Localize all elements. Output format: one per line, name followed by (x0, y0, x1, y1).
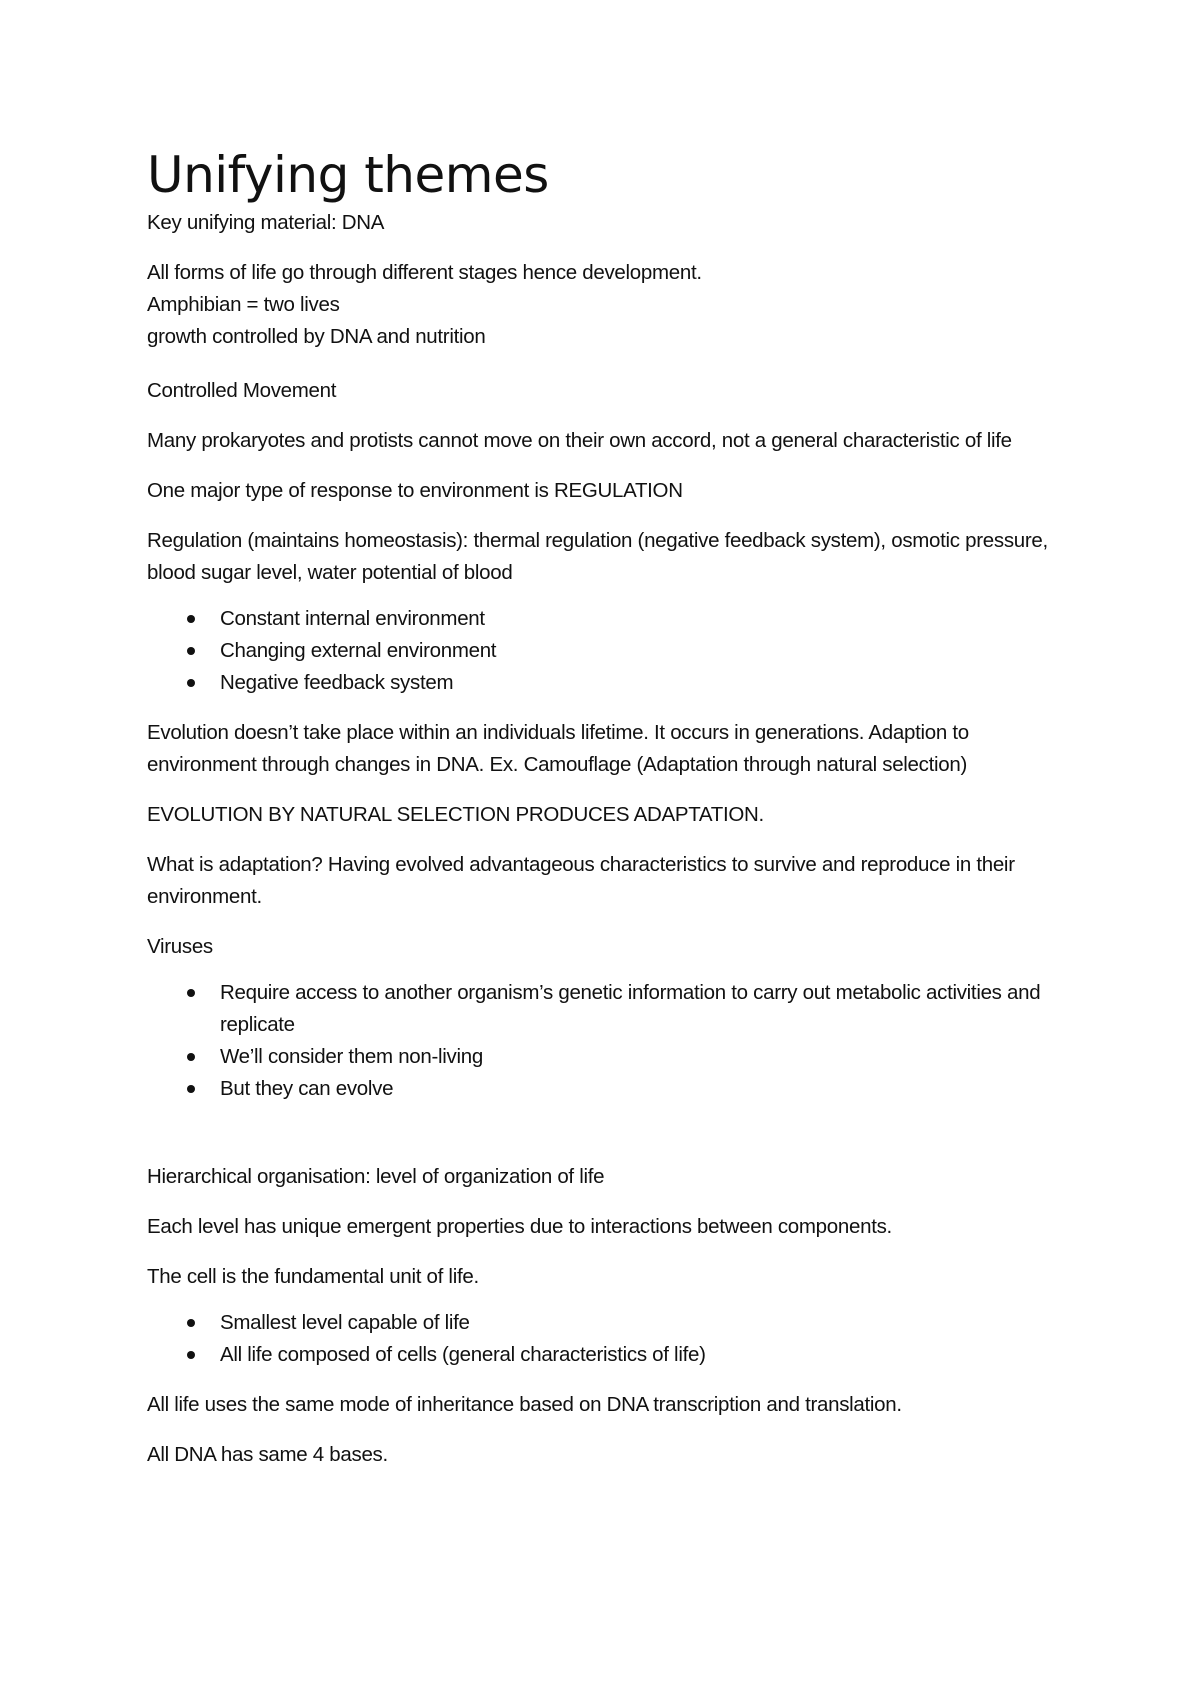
list-item-text: Negative feedback system (220, 671, 454, 694)
paragraph-hierarchical-organisation: Hierarchical organisation: level of organization of life (147, 1165, 605, 1188)
bullet-icon (187, 1085, 195, 1093)
development-line: All forms of life go through different stages hence development. (147, 261, 702, 284)
list-item-text: Constant internal environment (220, 607, 485, 630)
bullet-icon (187, 615, 195, 623)
bullet-icon (187, 1319, 195, 1327)
list-item (147, 1307, 1077, 1339)
list-item (147, 603, 1077, 635)
list-item-text: We’ll consider them non-living (220, 1045, 483, 1068)
list-item (147, 1339, 1077, 1371)
list-item-text: All life composed of cells (general characteristics of life) (220, 1343, 706, 1366)
bullet-icon (187, 989, 195, 997)
paragraph-regulation: Regulation (maintains homeostasis): thermal regulation (negative feedback system), osmotic pressure, blood sugar level, water potential of blood (147, 529, 1048, 584)
list-item (147, 977, 1077, 1041)
growth-line: growth controlled by DNA and nutrition (147, 325, 486, 348)
amphibian-line: Amphibian = two lives (147, 293, 340, 316)
paragraph-cell-unit: The cell is the fundamental unit of life. (147, 1265, 479, 1288)
list-item-text: Changing external environment (220, 639, 497, 662)
list-item (147, 667, 1077, 699)
paragraph-evolution: Evolution doesn’t take place within an individuals lifetime. It occurs in generations. Adaption to environment through changes in DNA. Ex. Camouflage (Adaptation through natural selection) (147, 721, 969, 776)
bullet-icon (187, 679, 195, 687)
paragraph-natural-selection: EVOLUTION BY NATURAL SELECTION PRODUCES ADAPTATION. (147, 803, 764, 826)
paragraph-dna-bases: All DNA has same 4 bases. (147, 1443, 388, 1466)
list-item-text: Smallest level capable of life (220, 1311, 470, 1334)
list-item (147, 1073, 1077, 1105)
list-item (147, 1041, 1077, 1073)
paragraph-key-material: Key unifying material: DNA (147, 211, 385, 234)
bullet-icon (187, 1351, 195, 1359)
cell-bullet-list (147, 1307, 1077, 1371)
paragraph-viruses-heading: Viruses (147, 935, 213, 958)
viruses-bullet-list (147, 977, 1077, 1105)
list-item (147, 635, 1077, 667)
paragraph-emergent-properties: Each level has unique emergent properties due to interactions between components. (147, 1215, 892, 1238)
paragraph-development (147, 257, 1077, 353)
paragraph-regulation-intro: One major type of response to environment is REGULATION (147, 479, 683, 502)
document-title: Unifying themes (147, 146, 549, 204)
paragraph-adaptation: What is adaptation? Having evolved advantageous characteristics to survive and reproduce in their environment. (147, 853, 1015, 908)
bullet-icon (187, 1053, 195, 1061)
list-item-text: But they can evolve (220, 1077, 394, 1100)
document-body (147, 145, 1077, 1471)
bullet-icon (187, 647, 195, 655)
regulation-bullet-list (147, 603, 1077, 699)
paragraph-inheritance: All life uses the same mode of inheritance based on DNA transcription and translation. (147, 1393, 902, 1416)
paragraph-controlled-movement: Controlled Movement (147, 379, 337, 402)
paragraph-prokaryotes: Many prokaryotes and protists cannot move on their own accord, not a general characteristic of life (147, 429, 1012, 452)
list-item-text: Require access to another organism’s genetic information to carry out metabolic activities and replicate (220, 981, 1041, 1036)
